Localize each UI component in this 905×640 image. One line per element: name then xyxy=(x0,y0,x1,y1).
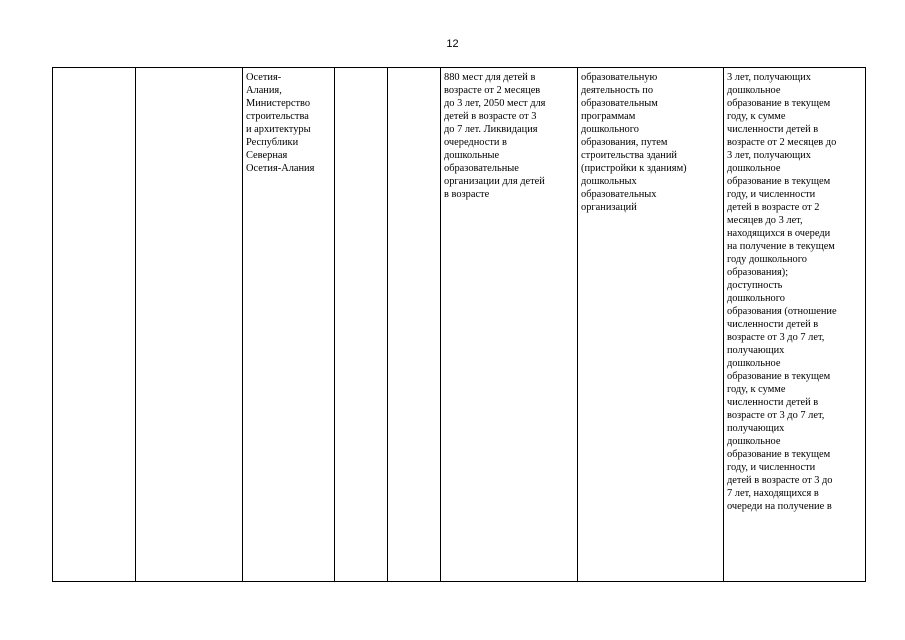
table-row xyxy=(53,68,866,582)
table-cell-4 xyxy=(335,68,388,582)
table-cell-responsible xyxy=(243,68,335,582)
table-cell-indicators xyxy=(724,68,866,582)
table-cell-goals xyxy=(441,68,578,582)
table-cell-2 xyxy=(136,68,243,582)
cell-text: 3 лет, получающих дошкольное образование в текущем году, к сумме численности детей в возрасте от 2 месяцев до 3 лет, получающих дошкольное образование в текущем году, и численности детей в возрасте от 2 месяцев до 3 лет, находящихся в очереди на получение в текущем году дошкольного образования); доступность дошкольного образования (отношение численности детей в возрасте от 3 до 7 лет, получающих дошкольное образование в текущем году, к сумме численности детей в возрасте от 3 до 7 лет, получающих дошкольное образование в текущем году, и численности детей в возрасте от 3 до 7 лет, находящихся в очереди на получение в xyxy=(727,72,837,512)
cell-text: 880 мест для детей в возрасте от 2 месяцев до 3 лет, 2050 мест для детей в возрасте от 3 до 7 лет. Ликвидация очередности в дошкольные образовательные организации для детей в возрасте xyxy=(444,72,546,200)
document-table xyxy=(52,67,866,582)
cell-text: образовательную деятельность по образовательным программам дошкольного образования, путем строительства зданий (пристройки к зданиям) дошкольных образовательных организаций xyxy=(581,72,687,213)
cell-text: Осетия- Алания, Министерство строительства и архитектуры Республики Северная Осетия-Алания xyxy=(246,72,315,174)
table-cell-1 xyxy=(53,68,136,582)
table-cell-5 xyxy=(388,68,441,582)
page-number: 12 xyxy=(446,38,459,50)
table-cell-activities xyxy=(578,68,724,582)
